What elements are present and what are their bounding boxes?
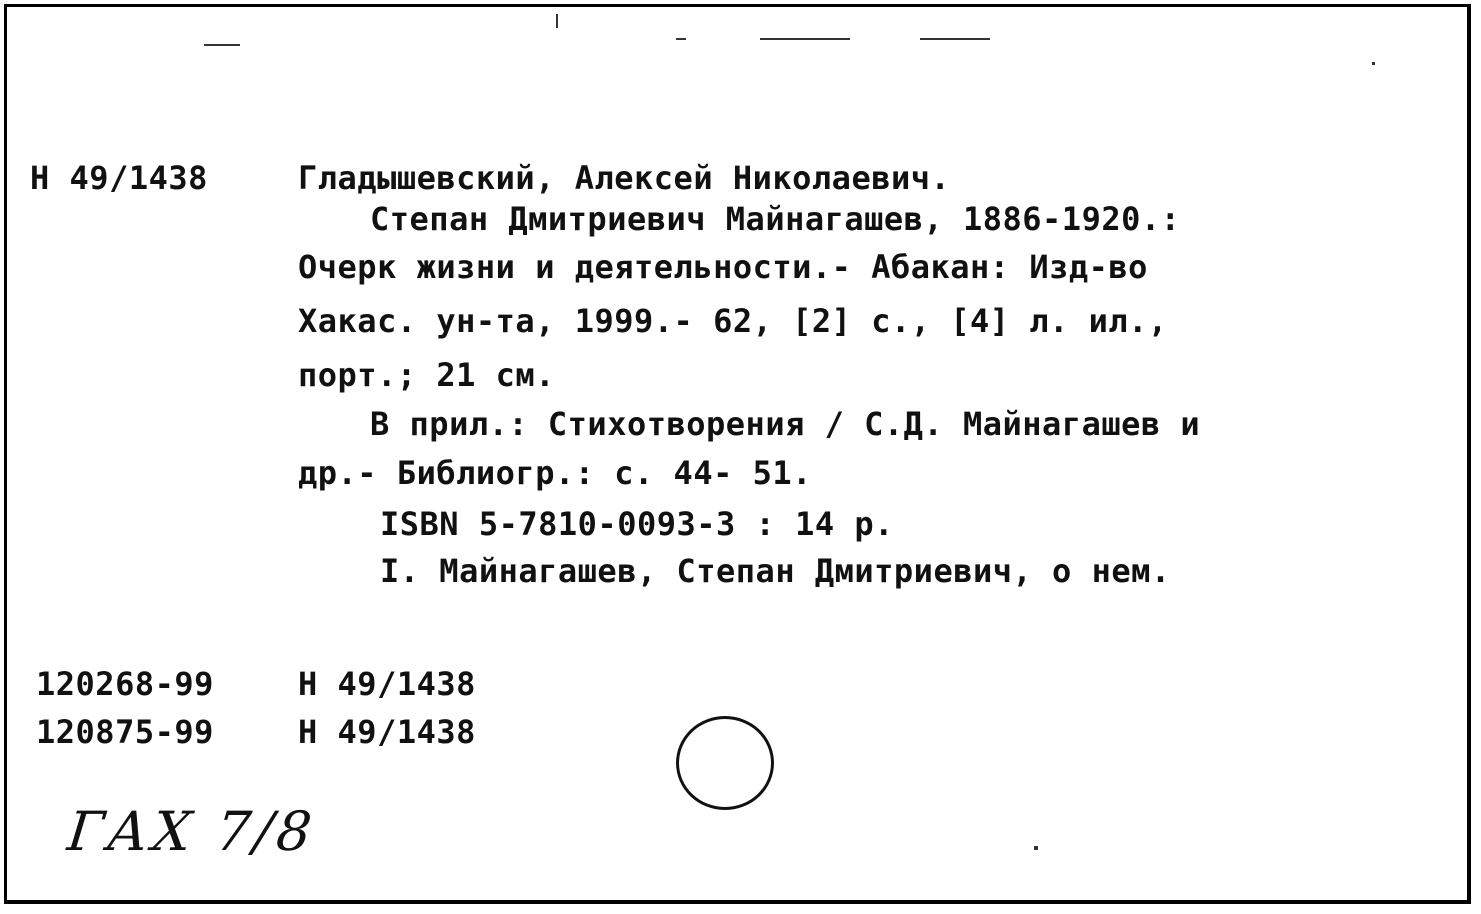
scan-speck	[676, 38, 686, 40]
note-line: В прил.: Стихотворения / С.Д. Майнагашев и	[370, 405, 1201, 443]
scan-speck	[1034, 846, 1038, 850]
note-line: др.- Библиогр.: с. 44- 51.	[298, 454, 812, 492]
title-line: Степан Дмитриевич Майнагашев, 1886-1920.:	[370, 200, 1181, 238]
call-number: Н 49/1438	[30, 159, 208, 197]
punch-hole	[676, 716, 774, 810]
scan-speck	[760, 38, 850, 40]
scan-speck	[204, 44, 240, 46]
scan-speck	[920, 38, 990, 40]
inventory-number: 120875-99	[36, 713, 214, 751]
isbn-line: ISBN 5-7810-0093-3 : 14 р.	[380, 505, 894, 543]
subject-line: I. Майнагашев, Степан Дмитриевич, о нем.	[380, 552, 1171, 590]
imprint-line: Хакас. ун-та, 1999.- 62, [2] с., [4] л. ил.,	[298, 302, 1168, 340]
shelfmark: Н 49/1438	[298, 665, 476, 703]
physical-description: порт.; 21 см.	[298, 356, 555, 394]
handwritten-note: ГАХ 7/8	[64, 800, 319, 863]
shelfmark: Н 49/1438	[298, 713, 476, 751]
inventory-number: 120268-99	[36, 665, 214, 703]
author-heading: Гладышевский, Алексей Николаевич.	[298, 159, 951, 197]
scan-speck	[1372, 62, 1375, 65]
scan-speck	[556, 14, 558, 28]
imprint-line: Очерк жизни и деятельности.- Абакан: Изд-во	[298, 248, 1148, 286]
